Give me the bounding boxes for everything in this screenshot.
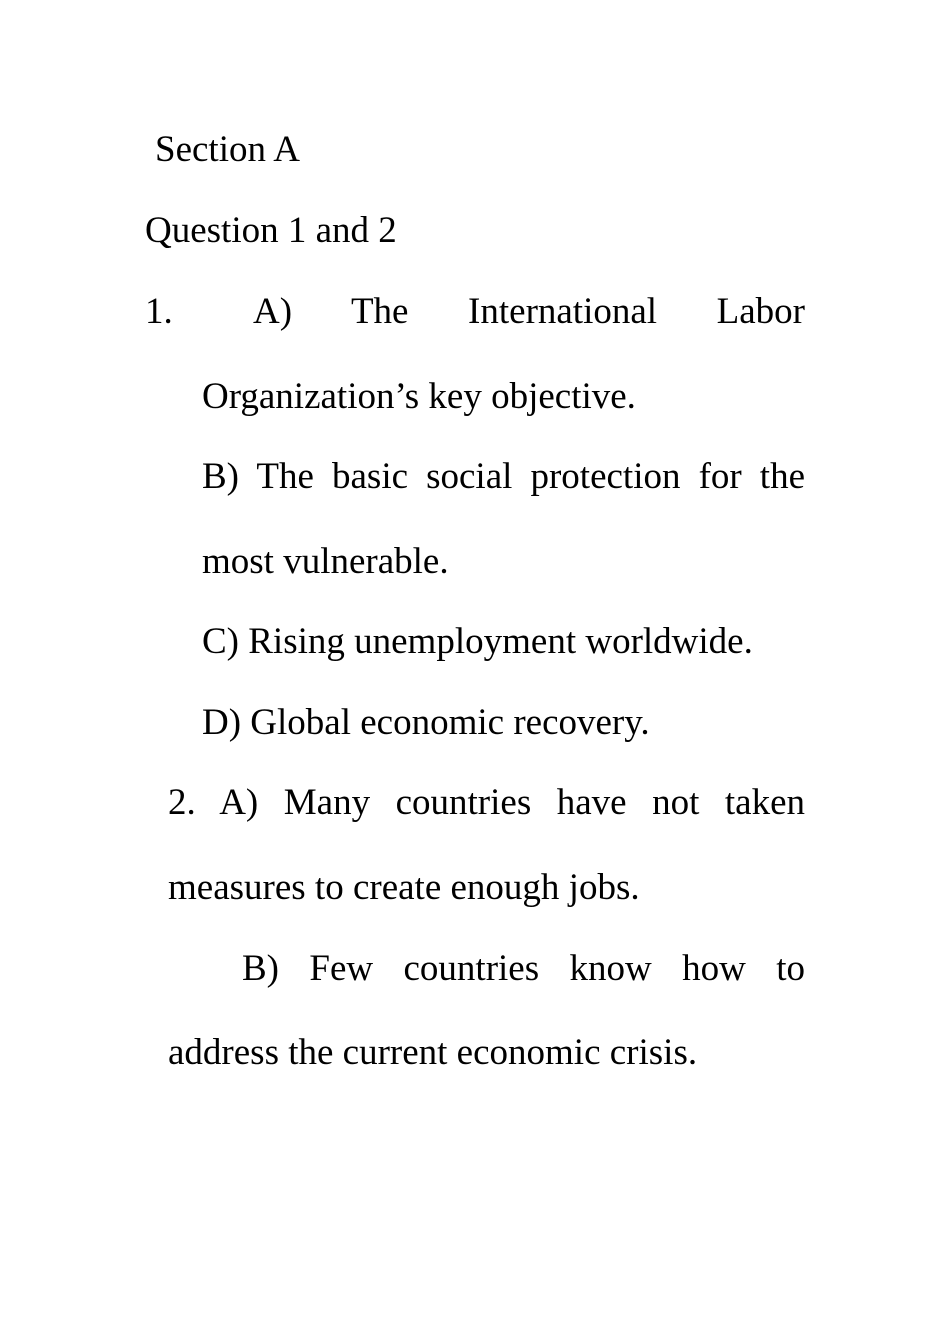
section-heading: Section A xyxy=(155,129,300,170)
q1-option-a-line2: Organization’s key objective. xyxy=(202,376,636,417)
question-heading: Question 1 and 2 xyxy=(145,210,397,251)
q1-option-b-line1: B) The basic social protection for the xyxy=(202,456,805,497)
q1-option-c: C) Rising unemployment worldwide. xyxy=(202,621,753,662)
q1-option-d: D) Global economic recovery. xyxy=(202,702,650,743)
q2-option-b-line2: address the current economic crisis. xyxy=(168,1032,698,1073)
q1-option-a-line1: A) The International Labor xyxy=(253,291,805,332)
q2-option-a-line1: 2. A) Many countries have not taken xyxy=(168,782,805,823)
q1-option-b-line2: most vulnerable. xyxy=(202,541,449,582)
q1-number: 1. xyxy=(145,291,173,332)
q2-option-a-line2: measures to create enough jobs. xyxy=(168,867,640,908)
q2-option-b-line1: B) Few countries know how to xyxy=(242,948,805,989)
